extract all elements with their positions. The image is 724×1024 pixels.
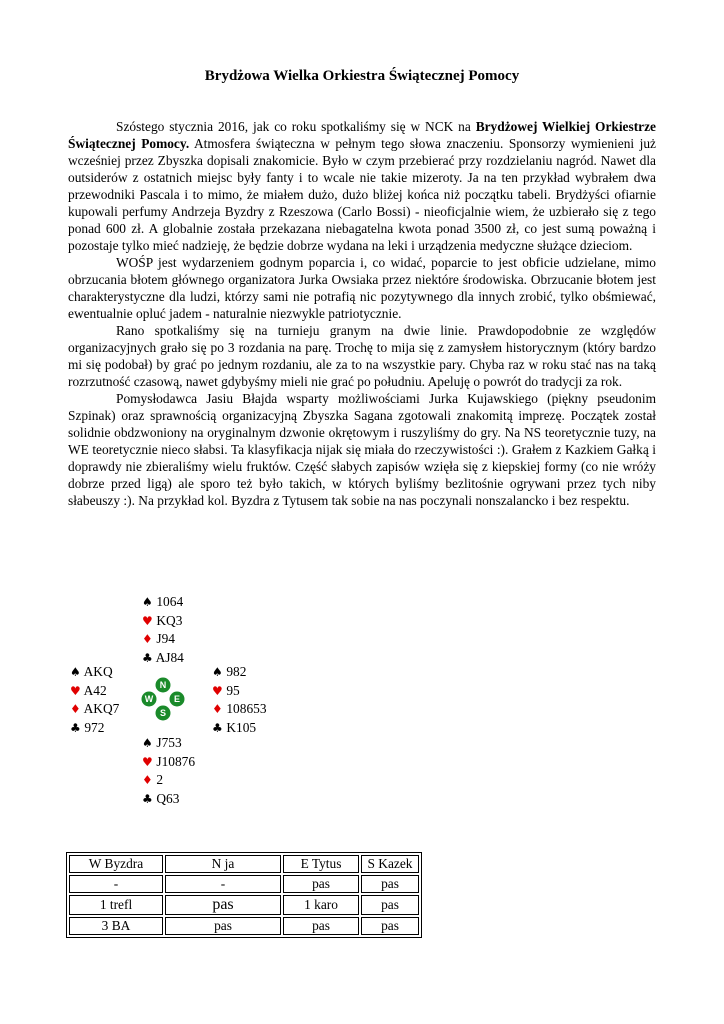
bidding-table bbox=[66, 852, 422, 938]
paragraph-1-text-cont: Atmosfera świąteczna w pełnym tego słowa znaczeniu. Sponsorzy wymienieni już wcześniej przez Zbyszka dopisali znakomicie. Było w czym przebierać przy rozdzielaniu nagród. Nawet dla outsiderów z ostatnich miejsc były fanty i to wcale nie takie mizeroty. Ja na ten przykład wybrałem dwa przewodniki Pascala i to mimo, że miałem dużo, dużo bliżej końca niż początku tabeli. Brydżyści ofiarnie kupowali perfumy Andrzeja Byzdry z Rzeszowa (Carlo Bossi) - nieoficjalnie wiem, że uzbierało się z tego ponad 600 zł. A globalnie została przekazana niebagatelna kwota ponad 3500 zł, co jest sumą poważną i pozostaje tylko mieć nadzieję, że będzie dobrze wydana na leki i urządzenia medyczne służące dzieciom. bbox=[68, 136, 656, 253]
bid-cell: 1 trefl bbox=[69, 895, 163, 915]
bid-cell: - bbox=[165, 875, 281, 893]
document-title: Brydżowa Wielka Orkiestra Świątecznej Pomocy bbox=[204, 68, 520, 84]
bidding-header-row bbox=[69, 855, 419, 873]
compass-n-label: N bbox=[159, 680, 167, 691]
club-icon: ♣ bbox=[142, 650, 153, 665]
header-north: N ja bbox=[165, 855, 281, 873]
club-icon: ♣ bbox=[70, 720, 81, 735]
east-hearts: 95 bbox=[226, 682, 240, 698]
east-spades: 982 bbox=[226, 664, 247, 679]
bid-cell: pas bbox=[361, 917, 419, 935]
spade-icon: ♠ bbox=[142, 736, 153, 750]
paragraph-1-text: Szóstego stycznia 2016, jak co roku spotkaliśmy się w NCK na bbox=[116, 119, 476, 134]
compass-s-label: S bbox=[159, 708, 167, 719]
paragraph-4: Pomysłodawca Jasiu Błajda wsparty możliwościami Jurka Kujawskiego (piękny pseudonim Szpinak) oraz sprawnością organizacyjną Zbyszka Sagana zgotowali znakomitą imprezę. Początek został solidnie obdzwoniony na oryginalnym dzwonie okrętowym i ruszyliśmy do gry. Na NS teoretycznie tuzy, na WE teoretycznie nieco słabsi. Ta klasyfikacja nijak się miała do rzeczywistości :). Grałem z Kazkiem Gałką i doprawdy nie zbieraliśmy wielu fruktów. Część słabych zapisów wzięła się z kiepskiej formy (co nie wróży dobrze przed ligą) ale sporo też było takich, w których byliśmy bezlitośnie ogrywani przez tych niby słabeuszy :). Na przykład kol. Byzdra z Tytusem tak sobie na nas poczynali nonszalancko i bez respektu. bbox=[68, 391, 656, 508]
hand-north bbox=[142, 593, 184, 667]
heart-icon: ♥ bbox=[70, 683, 81, 698]
spade-icon: ♠ bbox=[212, 665, 223, 679]
heart-icon: ♥ bbox=[212, 683, 223, 698]
south-spades: J753 bbox=[156, 735, 182, 750]
header-east: E Tytus bbox=[283, 855, 359, 873]
club-icon: ♣ bbox=[142, 791, 153, 806]
hand-east bbox=[212, 663, 267, 737]
paragraph-1 bbox=[68, 118, 656, 254]
bid-cell: pas bbox=[361, 895, 419, 915]
south-clubs: Q63 bbox=[156, 790, 180, 806]
bid-cell: pas bbox=[283, 917, 359, 935]
west-clubs: 972 bbox=[84, 719, 105, 735]
spade-icon: ♠ bbox=[70, 665, 81, 679]
east-diamonds: 108653 bbox=[226, 701, 267, 716]
diamond-icon: ♦ bbox=[142, 632, 153, 646]
north-diamonds: J94 bbox=[156, 631, 175, 646]
south-hearts: J10876 bbox=[156, 753, 196, 769]
heart-icon: ♥ bbox=[142, 754, 153, 769]
table-row bbox=[69, 895, 419, 915]
diamond-icon: ♦ bbox=[70, 702, 81, 716]
east-clubs: K105 bbox=[226, 719, 257, 735]
paragraph-2: WOŚP jest wydarzeniem godnym poparcia i, co widać, poparcie to jest obficie udzielane, mimo obrzucania błotem głównego organizatora Jurka Owsiaka przez niektóre środowiska. Obrzucanie błotem jest charakterystyczne dla ludzi, którzy sami nie potrafią nic pozytywnego dla innych zrobić, tylko obśmiewać, ewentualnie opluć jadem - naturalnie niezwykle patriotycznie. bbox=[68, 255, 656, 321]
header-west: W Byzdra bbox=[69, 855, 163, 873]
north-spades: 1064 bbox=[156, 594, 184, 609]
article-body bbox=[68, 118, 656, 509]
bid-cell: pas bbox=[283, 875, 359, 893]
hand-south bbox=[142, 734, 195, 808]
hand-west bbox=[70, 663, 119, 737]
bid-cell: - bbox=[69, 875, 163, 893]
compass-icon bbox=[140, 676, 186, 722]
bid-cell: pas bbox=[165, 895, 281, 915]
event-name-bold: Brydżowej Wielkiej Orkiestrze Świątecznej Pomocy. bbox=[68, 119, 656, 151]
club-icon: ♣ bbox=[212, 720, 223, 735]
spade-icon: ♠ bbox=[142, 595, 153, 609]
west-spades: AKQ bbox=[83, 664, 113, 679]
north-clubs: AJ84 bbox=[155, 649, 184, 665]
table-row bbox=[69, 875, 419, 893]
diamond-icon: ♦ bbox=[212, 702, 223, 716]
bid-cell: 1 karo bbox=[283, 895, 359, 915]
table-row bbox=[69, 917, 419, 935]
west-hearts: A42 bbox=[83, 682, 107, 698]
bid-cell: pas bbox=[361, 875, 419, 893]
north-hearts: KQ3 bbox=[156, 612, 183, 628]
diamond-icon: ♦ bbox=[142, 773, 153, 787]
compass-w-label: W bbox=[144, 694, 154, 705]
bid-cell: pas bbox=[165, 917, 281, 935]
heart-icon: ♥ bbox=[142, 613, 153, 628]
paragraph-3: Rano spotkaliśmy się na turnieju granym na dwie linie. Prawdopodobnie ze względów organizacyjnych grało się po 3 rozdania na parę. Trochę to mija się z zamysłem historycznym (który bardzo mi się podobał) by grać po jednym rozdaniu, ale za to na wszystkie pary. Chyba raz w roku stać nas na taką rozrzutność czasową, nawet gdybyśmy mieli nie grać po południu. Apeluję o powrót do tradycji za rok. bbox=[68, 323, 656, 389]
south-diamonds: 2 bbox=[156, 772, 164, 787]
compass-e-label: E bbox=[173, 694, 181, 705]
bid-cell: 3 BA bbox=[69, 917, 163, 935]
header-south: S Kazek bbox=[361, 855, 419, 873]
west-diamonds: AKQ7 bbox=[83, 701, 120, 716]
